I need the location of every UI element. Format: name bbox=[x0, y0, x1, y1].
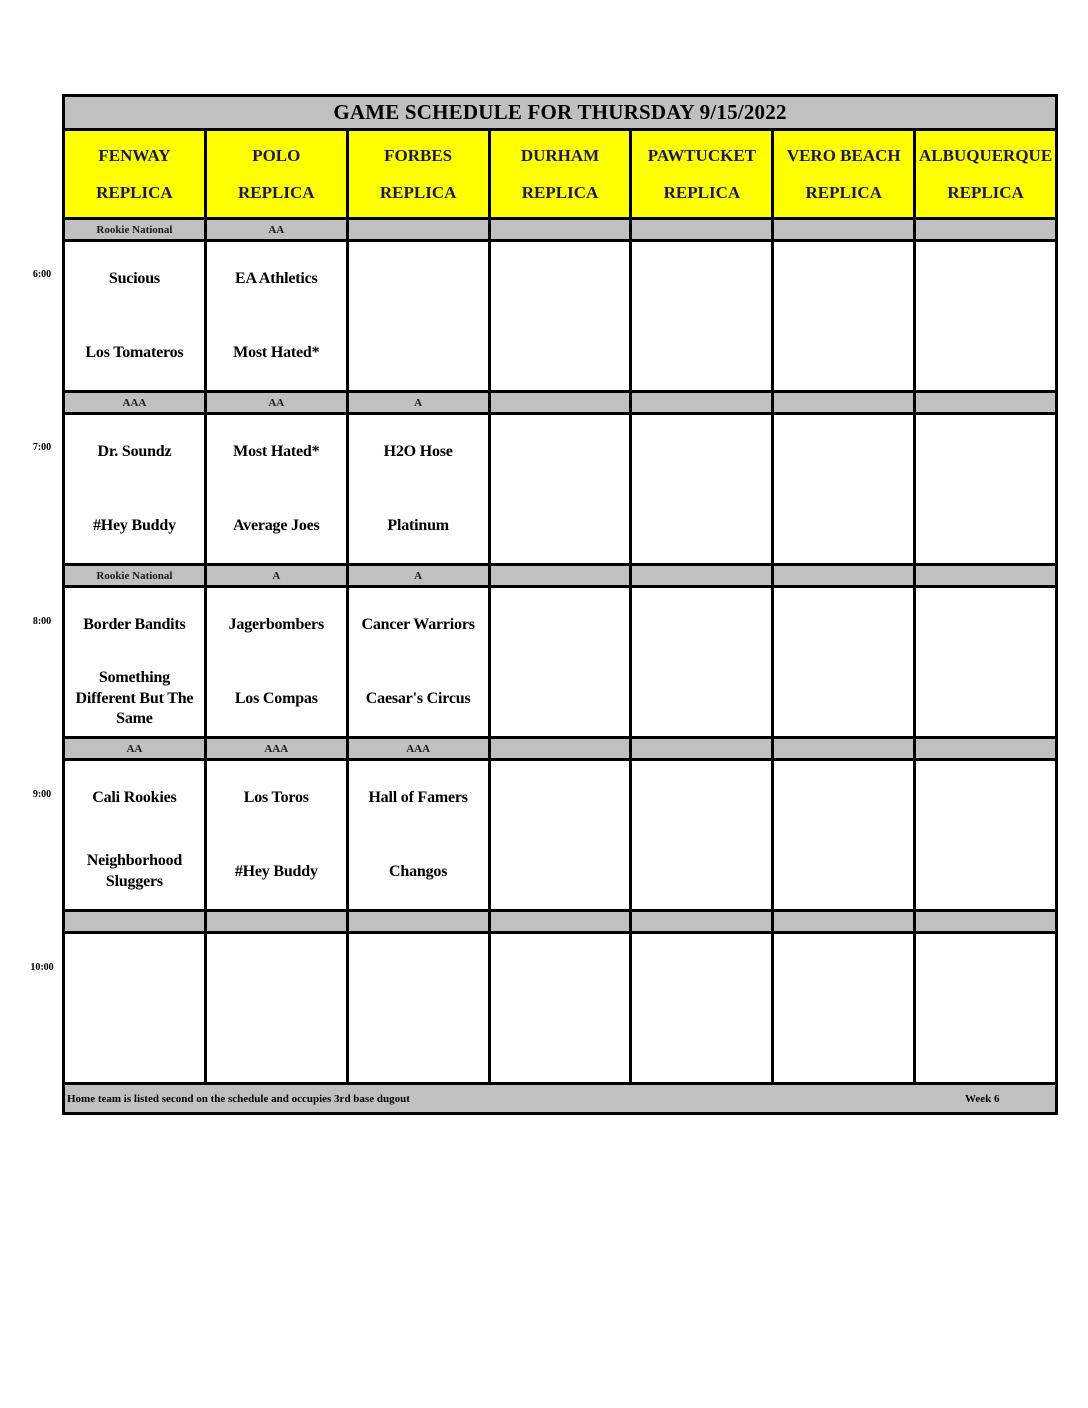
away-team bbox=[774, 242, 913, 316]
away-team bbox=[349, 934, 488, 1008]
field-sub: REPLICA bbox=[379, 182, 457, 202]
away-team bbox=[916, 415, 1055, 489]
game-cell bbox=[207, 588, 349, 736]
away-team bbox=[491, 934, 630, 1008]
field-header-row bbox=[65, 131, 1055, 220]
away-team: Sucious bbox=[108, 269, 160, 287]
game-cell bbox=[65, 242, 207, 390]
home-team: #Hey Buddy bbox=[234, 862, 318, 880]
home-team bbox=[632, 316, 771, 390]
division-label bbox=[349, 912, 491, 931]
field-sub: REPLICA bbox=[521, 182, 599, 202]
field-name: ALBUQUERQUE bbox=[918, 145, 1053, 165]
home-team bbox=[916, 1008, 1055, 1082]
game-cell bbox=[349, 761, 491, 909]
division-label: AAA bbox=[207, 739, 349, 758]
home-team: Los Compas bbox=[234, 689, 318, 707]
game-cell bbox=[65, 588, 207, 736]
division-label bbox=[916, 220, 1055, 239]
away-team bbox=[491, 761, 630, 835]
home-team: Most Hated* bbox=[233, 343, 320, 361]
home-team: Average Joes bbox=[232, 516, 320, 534]
away-team bbox=[774, 415, 913, 489]
game-cell bbox=[491, 761, 633, 909]
away-team bbox=[491, 242, 630, 316]
schedule-table bbox=[62, 94, 1058, 1115]
division-label bbox=[632, 566, 774, 585]
division-label bbox=[349, 220, 491, 239]
time-label: 9:00 bbox=[32, 789, 52, 800]
field-sub: REPLICA bbox=[947, 182, 1024, 202]
game-cell bbox=[632, 588, 774, 736]
away-team: Jagerbombers bbox=[228, 615, 324, 633]
game-cell bbox=[916, 588, 1055, 736]
game-cell bbox=[207, 242, 349, 390]
division-label bbox=[774, 566, 916, 585]
division-label bbox=[632, 220, 774, 239]
schedule-title: GAME SCHEDULE FOR THURSDAY 9/15/2022 bbox=[65, 97, 1055, 131]
home-team bbox=[491, 835, 630, 909]
home-team bbox=[774, 1008, 913, 1082]
away-team: Most Hated* bbox=[233, 442, 320, 460]
division-label bbox=[207, 912, 349, 931]
away-team bbox=[632, 934, 771, 1008]
game-cell bbox=[916, 415, 1055, 563]
away-team: Cali Rookies bbox=[92, 788, 177, 806]
game-cell bbox=[916, 242, 1055, 390]
field-name: FENWAY bbox=[98, 145, 171, 165]
away-team bbox=[632, 242, 771, 316]
home-team bbox=[491, 662, 630, 736]
away-team bbox=[65, 934, 204, 1008]
division-row bbox=[65, 566, 1055, 588]
home-team bbox=[916, 662, 1055, 736]
home-team bbox=[916, 316, 1055, 390]
footer-note: Home team is listed second on the schedule and occupies 3rd base dugout bbox=[67, 1093, 410, 1105]
home-team bbox=[774, 316, 913, 390]
game-cell bbox=[774, 761, 916, 909]
home-team bbox=[774, 662, 913, 736]
schedule-footer bbox=[65, 1085, 1055, 1112]
away-team bbox=[774, 588, 913, 662]
division-label bbox=[632, 393, 774, 412]
field-header-pawtucket bbox=[632, 131, 774, 217]
division-label bbox=[774, 912, 916, 931]
division-label bbox=[65, 912, 207, 931]
division-row bbox=[65, 739, 1055, 761]
game-cell bbox=[774, 242, 916, 390]
away-team bbox=[774, 761, 913, 835]
home-team: Caesar's Circus bbox=[365, 689, 471, 707]
away-team bbox=[632, 588, 771, 662]
division-label bbox=[632, 739, 774, 758]
game-cell bbox=[632, 242, 774, 390]
game-cell bbox=[65, 415, 207, 563]
away-team: Dr. Soundz bbox=[97, 442, 172, 460]
division-label bbox=[774, 739, 916, 758]
away-team: Border Bandits bbox=[83, 615, 186, 633]
away-team bbox=[774, 934, 913, 1008]
division-label bbox=[774, 220, 916, 239]
week-label: Week 6 bbox=[965, 1093, 1000, 1105]
game-row bbox=[65, 242, 1055, 393]
home-team: Los Tomateros bbox=[85, 343, 184, 361]
home-team bbox=[916, 835, 1055, 909]
division-label: A bbox=[349, 566, 491, 585]
home-team bbox=[632, 835, 771, 909]
away-team bbox=[632, 415, 771, 489]
game-cell bbox=[774, 588, 916, 736]
division-label: AA bbox=[65, 739, 207, 758]
game-cell bbox=[491, 242, 633, 390]
game-cell bbox=[349, 588, 491, 736]
home-team: Something Different But The Same bbox=[75, 668, 194, 728]
game-cell bbox=[349, 242, 491, 390]
home-team bbox=[774, 835, 913, 909]
field-name: DURHAM bbox=[520, 145, 600, 165]
home-team bbox=[349, 316, 488, 390]
field-header-durham bbox=[491, 131, 633, 217]
field-name: POLO bbox=[252, 145, 301, 165]
division-label: AA bbox=[207, 393, 349, 412]
home-team bbox=[632, 662, 771, 736]
game-cell bbox=[632, 934, 774, 1082]
home-team: #Hey Buddy bbox=[92, 516, 176, 534]
division-label bbox=[491, 393, 633, 412]
division-label: A bbox=[349, 393, 491, 412]
game-cell bbox=[916, 761, 1055, 909]
division-label bbox=[491, 220, 633, 239]
division-label: AAA bbox=[65, 393, 207, 412]
game-cell bbox=[491, 934, 633, 1082]
game-row bbox=[65, 588, 1055, 739]
game-cell bbox=[632, 761, 774, 909]
game-cell bbox=[349, 415, 491, 563]
division-label: A bbox=[207, 566, 349, 585]
game-row bbox=[65, 934, 1055, 1085]
field-sub: REPLICA bbox=[96, 182, 173, 202]
away-team bbox=[349, 242, 488, 316]
division-label bbox=[491, 739, 633, 758]
time-label: 7:00 bbox=[32, 442, 52, 453]
home-team bbox=[916, 489, 1055, 563]
away-team: Cancer Warriors bbox=[361, 615, 475, 633]
game-cell bbox=[632, 415, 774, 563]
away-team bbox=[916, 934, 1055, 1008]
division-row bbox=[65, 220, 1055, 242]
game-cell bbox=[491, 588, 633, 736]
home-team bbox=[632, 489, 771, 563]
home-team bbox=[632, 1008, 771, 1082]
away-team bbox=[491, 588, 630, 662]
home-team bbox=[491, 316, 630, 390]
game-row bbox=[65, 761, 1055, 912]
game-cell bbox=[916, 934, 1055, 1082]
division-label bbox=[491, 912, 633, 931]
game-cell bbox=[207, 761, 349, 909]
game-row bbox=[65, 415, 1055, 566]
division-label bbox=[916, 912, 1055, 931]
home-team: Platinum bbox=[387, 516, 449, 534]
home-team bbox=[65, 1008, 204, 1082]
away-team bbox=[632, 761, 771, 835]
division-label bbox=[916, 739, 1055, 758]
away-team: Los Toros bbox=[243, 788, 309, 806]
away-team bbox=[491, 415, 630, 489]
game-cell bbox=[774, 415, 916, 563]
game-cell bbox=[207, 934, 349, 1082]
game-cell bbox=[65, 934, 207, 1082]
away-team bbox=[916, 588, 1055, 662]
division-label bbox=[491, 566, 633, 585]
home-team bbox=[207, 1008, 346, 1082]
field-header-forbes bbox=[349, 131, 491, 217]
division-label bbox=[774, 393, 916, 412]
time-label: 8:00 bbox=[32, 616, 52, 627]
division-row bbox=[65, 393, 1055, 415]
home-team bbox=[774, 489, 913, 563]
division-label: AAA bbox=[349, 739, 491, 758]
home-team: Neighborhood Sluggers bbox=[86, 852, 183, 890]
away-team: H2O Hose bbox=[383, 442, 453, 460]
division-row bbox=[65, 912, 1055, 934]
game-cell bbox=[491, 415, 633, 563]
field-name: PAWTUCKET bbox=[647, 145, 757, 165]
game-cell bbox=[774, 934, 916, 1082]
division-label: Rookie National bbox=[65, 566, 207, 585]
time-label: 10:00 bbox=[30, 962, 54, 973]
away-team: Hall of Famers bbox=[368, 788, 468, 806]
field-header-fenway bbox=[65, 131, 207, 217]
division-label bbox=[916, 566, 1055, 585]
division-label bbox=[916, 393, 1055, 412]
home-team: Changos bbox=[389, 862, 448, 880]
game-cell bbox=[65, 761, 207, 909]
field-name: VERO BEACH bbox=[786, 145, 901, 165]
game-cell bbox=[207, 415, 349, 563]
game-cell bbox=[349, 934, 491, 1082]
field-header-albuquerque bbox=[916, 131, 1055, 217]
home-team bbox=[491, 489, 630, 563]
division-label bbox=[632, 912, 774, 931]
field-header-vero-beach bbox=[774, 131, 916, 217]
away-team bbox=[916, 242, 1055, 316]
away-team bbox=[207, 934, 346, 1008]
home-team bbox=[349, 1008, 488, 1082]
division-label: Rookie National bbox=[65, 220, 207, 239]
field-sub: REPLICA bbox=[238, 182, 315, 202]
field-header-polo bbox=[207, 131, 349, 217]
time-label: 6:00 bbox=[32, 269, 52, 280]
division-label: AA bbox=[207, 220, 349, 239]
field-name: FORBES bbox=[384, 145, 453, 165]
home-team bbox=[491, 1008, 630, 1082]
away-team bbox=[916, 761, 1055, 835]
field-sub: REPLICA bbox=[805, 182, 882, 202]
away-team: EA Athletics bbox=[235, 269, 318, 287]
field-sub: REPLICA bbox=[663, 182, 741, 202]
